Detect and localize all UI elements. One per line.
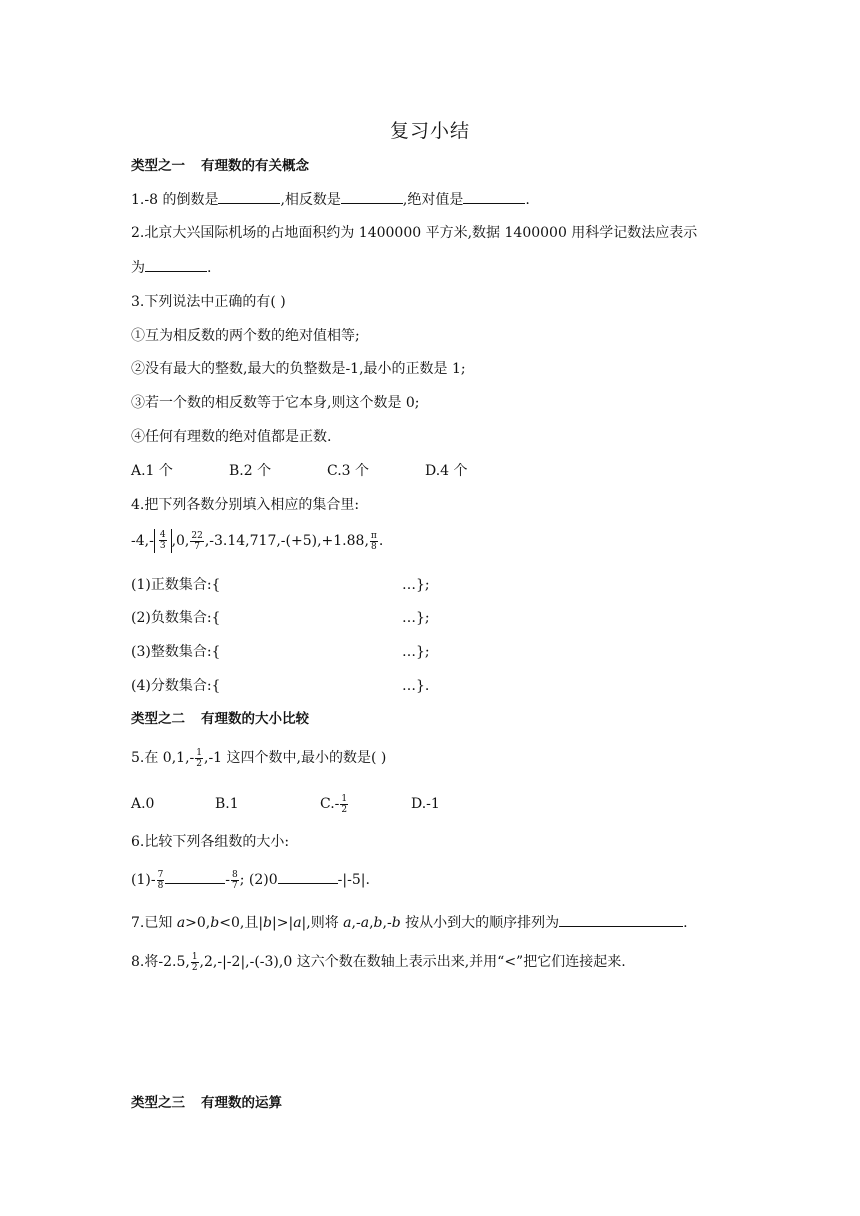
question-1: 1.-8 的倒数是 ,相反数是 ,绝对值是 . — [131, 189, 530, 210]
statement-1: ①互为相反数的两个数的绝对值相等; — [131, 328, 360, 344]
section-heading-1: 类型之一 有理数的有关概念 — [131, 158, 309, 174]
absolute-value — [154, 529, 172, 553]
set-positive: (1)正数集合:{ — [131, 577, 221, 593]
answer-blank[interactable] — [218, 189, 280, 204]
answer-blank[interactable] — [278, 869, 338, 884]
option-a[interactable]: A.0 — [131, 796, 155, 812]
set-negative-end: …}; — [402, 610, 430, 626]
fraction: $\frac{1}{2}$ — [191, 951, 198, 973]
question-2-line-2: 为 . — [131, 257, 211, 278]
set-integer: (3)整数集合:{ — [131, 644, 221, 660]
option-d[interactable]: D.-1 — [411, 796, 440, 812]
page-title: 复习小结 — [389, 120, 470, 142]
answer-blank[interactable] — [145, 257, 207, 272]
fraction: $\frac{1}{2}$ — [341, 793, 348, 815]
set-positive-end: …}; — [402, 577, 430, 593]
question-7: 7.已知 a>0,b<0,且|b|>|a|,则将 a,-a,b,-b 按从小到大的顺序排列为 . — [131, 912, 688, 933]
option-c[interactable]: C.3 个 — [327, 463, 370, 479]
answer-blank[interactable] — [463, 189, 525, 204]
set-fraction-end: …}. — [402, 678, 430, 694]
set-negative: (2)负数集合:{ — [131, 610, 221, 626]
fraction: $\frac{22}{7}$ — [191, 530, 203, 552]
question-4-numbers: -4,- $\frac{4}{3}$ ,0, $\frac{22}{7}$ ,-3.14,717,-(+5),+1.88, $\frac{\pi}{8}$ . — [131, 530, 384, 552]
question-3-options — [131, 461, 468, 481]
statement-3: ③若一个数的相反数等于它本身,则这个数是 0; — [131, 395, 420, 411]
option-a[interactable]: A.1 个 — [131, 463, 173, 479]
set-integer-end: …}; — [402, 644, 430, 660]
answer-blank[interactable] — [559, 912, 683, 927]
fraction: $\frac{7}{8}$ — [157, 869, 164, 891]
question-6-parts: (1)- $\frac{7}{8}$ - $\frac{8}{7}$ ; (2)0 -|-5|. — [131, 869, 370, 891]
section-heading-2: 类型之二 有理数的大小比较 — [131, 711, 309, 727]
fraction: $\frac{1}{2}$ — [196, 747, 202, 769]
option-b[interactable]: B.2 个 — [229, 463, 272, 479]
question-5-options — [131, 790, 440, 818]
section-heading-3: 类型之三 有理数的运算 — [131, 1095, 282, 1111]
question-2-line-1: 2.北京大兴国际机场的占地面积约为 1400000 平方米,数据 1400000 用科学记数法应表示 — [131, 225, 698, 241]
question-6-stem: 6.比较下列各组数的大小: — [131, 834, 290, 850]
fraction: $\frac{\pi}{8}$ — [370, 530, 377, 552]
question-4-stem: 4.把下列各数分别填入相应的集合里: — [131, 497, 360, 513]
answer-blank[interactable] — [165, 869, 225, 884]
fraction: $\frac{4}{3}$ — [159, 530, 166, 551]
fraction: $\frac{8}{7}$ — [232, 869, 238, 891]
option-c[interactable]: C.- $\frac{1}{2}$ — [320, 793, 348, 815]
option-b[interactable]: B.1 — [215, 796, 239, 812]
question-8: 8.将-2.5, $\frac{1}{2}$ ,2,-|-2|,-(-3),0 这六个数在数轴上表示出来,并用“<”把它们连接起来. — [131, 951, 626, 973]
set-fraction: (4)分数集合:{ — [131, 678, 221, 694]
option-d[interactable]: D.4 个 — [425, 463, 468, 479]
statement-2: ②没有最大的整数,最大的负整数是-1,最小的正数是 1; — [131, 361, 466, 377]
question-5-stem: 5.在 0,1,- $\frac{1}{2}$ ,-1 这四个数中,最小的数是( ) — [131, 747, 387, 769]
answer-blank[interactable] — [341, 189, 403, 204]
statement-4: ④任何有理数的绝对值都是正数. — [131, 429, 332, 445]
question-3-stem: 3.下列说法中正确的有( ) — [131, 294, 286, 310]
